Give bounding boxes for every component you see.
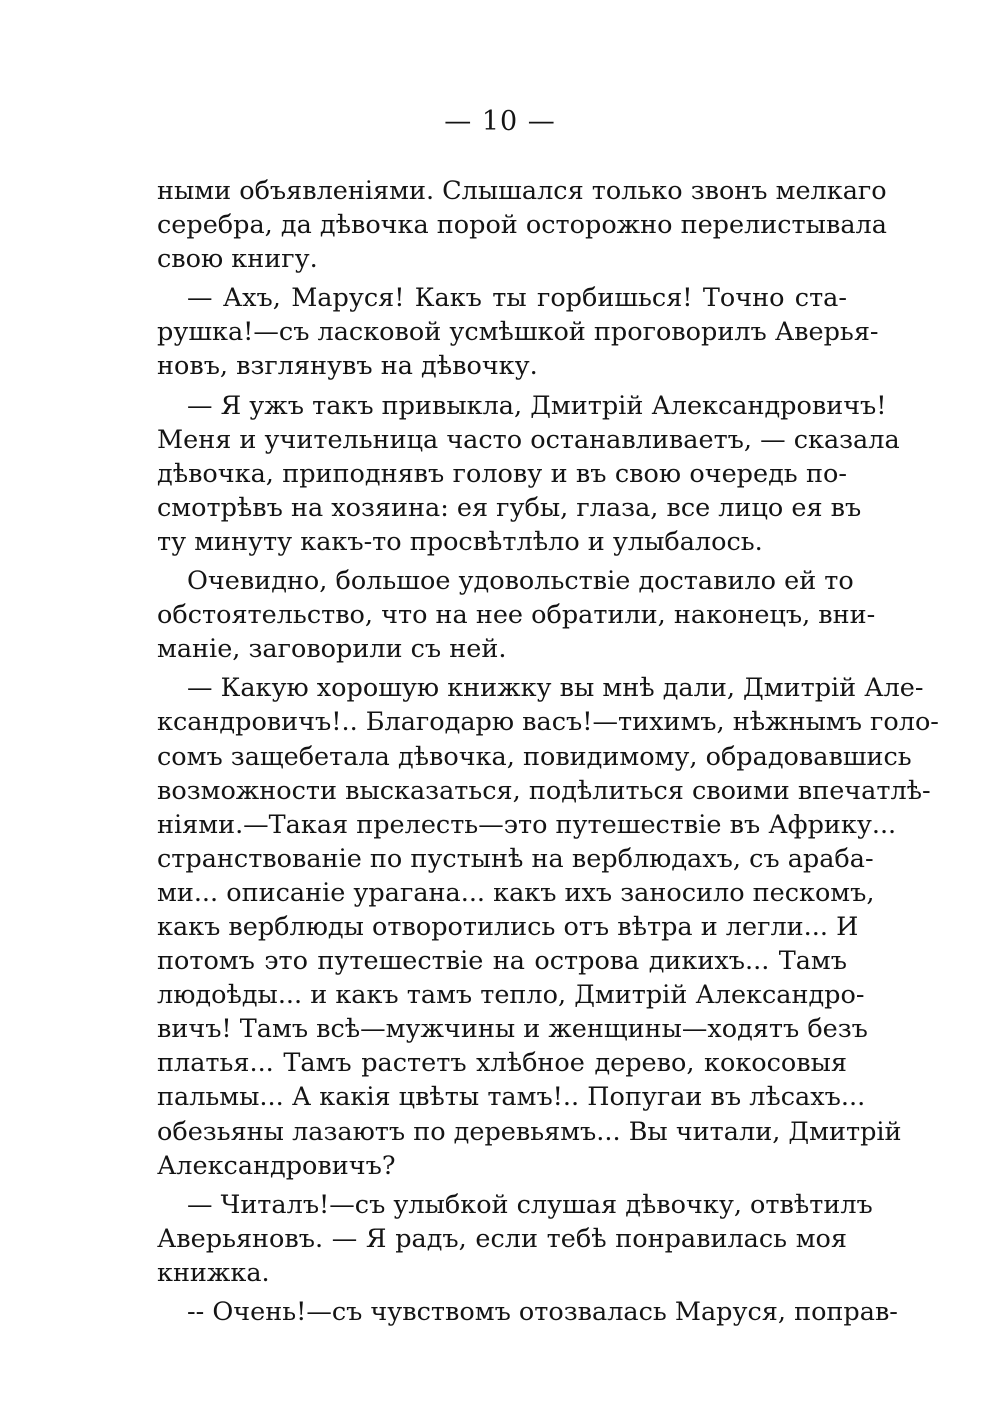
text-line: книжка. xyxy=(157,1257,270,1288)
text-line: пальмы... А какія цвѣты тамъ!.. Попугаи въ лѣсахъ... xyxy=(157,1082,866,1113)
text-line: Аверьяновъ. — Я радъ, если тебѣ понравилась моя xyxy=(157,1223,847,1254)
text-line: какъ верблюды отворотились отъ вѣтра и легли... И xyxy=(157,911,859,942)
text-line: — Какую хорошую книжку вы мнѣ дали, Дмитрій Але- xyxy=(187,673,924,704)
text-line: серебра, да дѣвочка порой осторожно перелистывала xyxy=(157,210,887,241)
text-line: маніе, заговорили съ ней. xyxy=(157,634,507,665)
text-line: -- Очень!—съ чувствомъ отозвалась Маруся, поправ- xyxy=(187,1297,898,1327)
text-line: обезьяны лазаютъ по деревьямъ... Вы читали, Дмитрій xyxy=(157,1116,902,1147)
text-line: смотрѣвъ на хозяина: ея губы, глаза, все лицо ея въ xyxy=(157,492,862,523)
text-line: обстоятельство, что на нее обратили, наконецъ, вни- xyxy=(157,600,876,631)
page-number: — 10 — xyxy=(444,106,556,137)
text-line: возможности высказаться, подѣлиться своими впечатлѣ- xyxy=(157,775,931,806)
text-line: — Читалъ!—съ улыбкой слушая дѣвочку, отвѣтилъ xyxy=(187,1189,873,1220)
text-line: ніями.—Такая прелесть—это путешествіе въ Африку... xyxy=(157,809,897,840)
text-line: странствованіе по пустынѣ на верблюдахъ, съ араба- xyxy=(157,843,874,874)
text-line: платья... Тамъ растетъ хлѣбное дерево, кокосовыя xyxy=(157,1048,847,1079)
text-line: ми... описаніе урагана... какъ ихъ заносило пескомъ, xyxy=(157,877,875,908)
text-line: потомъ это путешествіе на острова дикихъ... Тамъ xyxy=(157,946,847,977)
text-line: ту минуту какъ-то просвѣтлѣло и улыбалось. xyxy=(157,526,763,557)
text-line: сомъ защебетала дѣвочка, повидимому, обрадовавшись xyxy=(157,741,912,772)
text-line: людоѣды... и какъ тамъ тепло, Дмитрій Александро- xyxy=(157,980,865,1011)
text-line: ксандровичъ!.. Благодарю васъ!—тихимъ, нѣжнымъ голо- xyxy=(157,707,939,738)
text-line: Александровичъ? xyxy=(157,1150,396,1181)
text-line: — Я ужъ такъ привыкла, Дмитрій Александровичъ! xyxy=(187,390,887,421)
text-line: вичъ! Тамъ всѣ—мужчины и женщины—ходятъ безъ xyxy=(157,1014,868,1045)
text-line: новъ, взглянувъ на дѣвочку. xyxy=(157,351,538,382)
text-line: рушка!—съ ласковой усмѣшкой проговорилъ Аверья- xyxy=(157,317,879,348)
text-line: — Ахъ, Маруся! Какъ ты горбишься! Точно ста- xyxy=(187,283,847,314)
text-line: Очевидно, большое удовольствіе доставило ей то xyxy=(187,566,854,597)
text-line: ными объявленіями. Слышался только звонъ мелкаго xyxy=(157,176,887,206)
text-line: свою книгу. xyxy=(157,244,318,275)
text-line: дѣвочка, приподнявъ голову и въ свою очередь по- xyxy=(157,458,847,489)
text-line: Меня и учительница часто останавливаетъ, — сказала xyxy=(157,424,900,455)
body-text xyxy=(157,174,939,1329)
